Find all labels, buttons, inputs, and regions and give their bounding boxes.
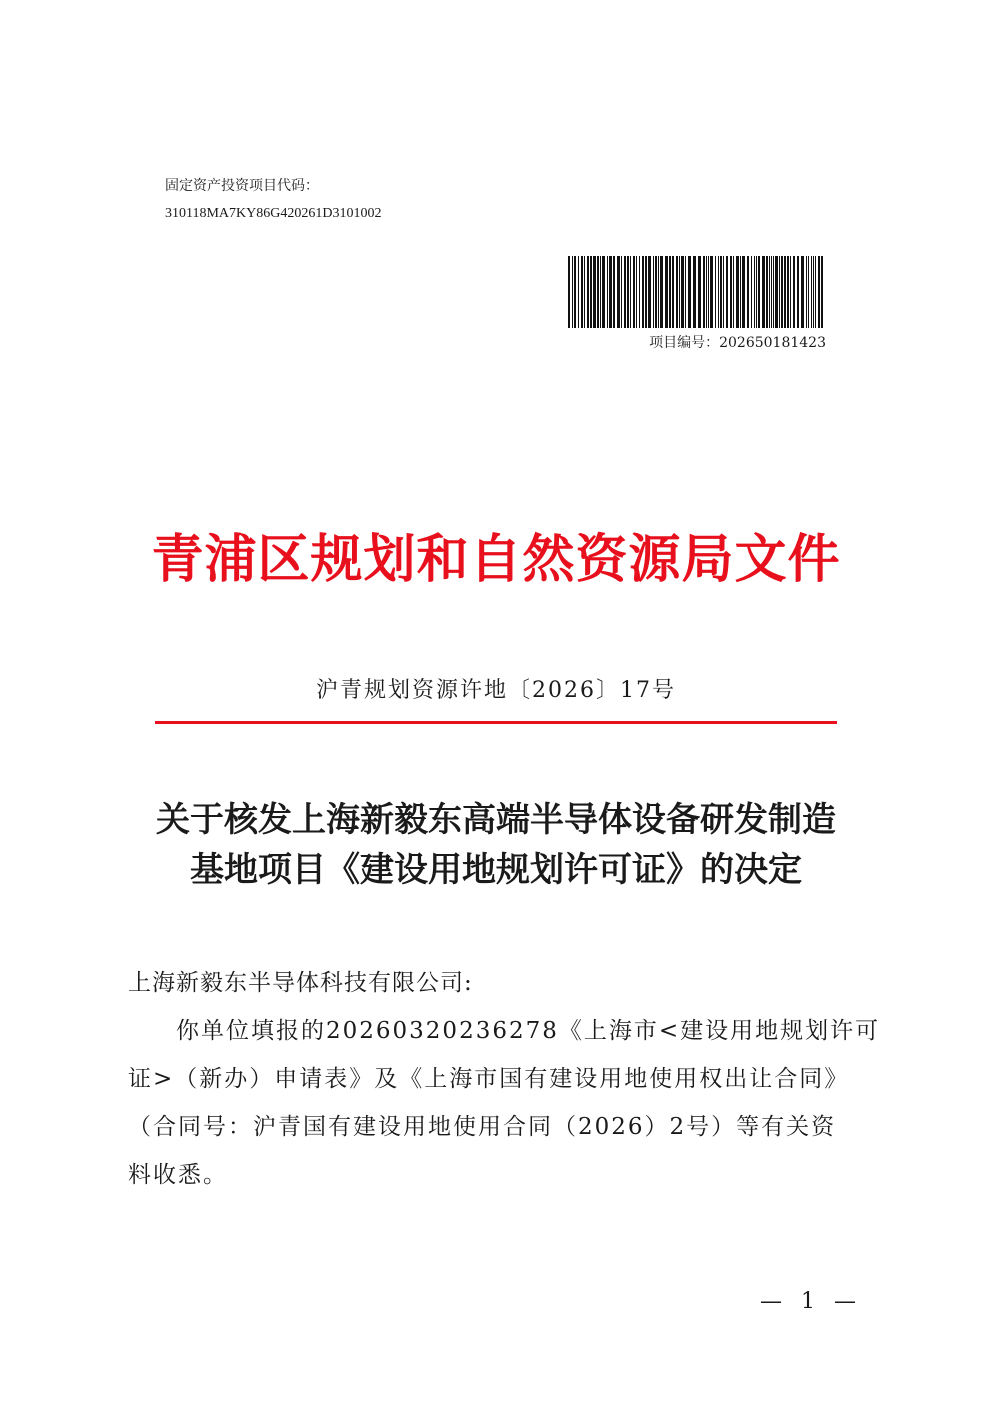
barcode-bar [708, 256, 709, 328]
barcode-bar [808, 256, 809, 328]
barcode-bar [621, 256, 622, 328]
barcode-bar [574, 256, 576, 328]
decision-title-line-1: 关于核发上海新毅东高端半导体设备研发制造 [156, 800, 836, 840]
barcode-bar [815, 256, 816, 328]
barcode-bar [602, 256, 605, 328]
barcode-image [568, 256, 826, 328]
barcode-bar [720, 256, 722, 328]
barcode-bar [756, 256, 757, 328]
barcode-bar [706, 256, 707, 328]
barcode-bar [703, 256, 705, 328]
barcode-bar [797, 256, 799, 328]
barcode-bar [758, 256, 760, 328]
barcode-bar [698, 256, 701, 328]
barcode-bar [681, 256, 684, 328]
recipient-salutation: 上海新毅东半导体科技有限公司: [128, 970, 473, 996]
investment-code-label: 固定资产投资项目代码： [165, 178, 319, 194]
body-line-3: （合同号：沪青国有建设用地使用合同（2026）2号）等有关资 [128, 1114, 837, 1140]
barcode-bar [653, 256, 654, 328]
barcode-bar [597, 256, 599, 328]
barcode-bar [769, 256, 770, 328]
barcode-bar [676, 256, 678, 328]
body-line-4: 料收悉。 [128, 1162, 228, 1188]
barcode-bar [669, 256, 671, 328]
barcode-bar [730, 256, 732, 328]
barcode-bar [740, 256, 741, 328]
barcode-bar [813, 256, 814, 328]
barcode-bar [593, 256, 596, 328]
barcode-bar [609, 256, 612, 328]
barcode-bar [660, 256, 663, 328]
barcode-bar [617, 256, 620, 328]
barcode-bar [733, 256, 734, 328]
barcode-bar [775, 256, 778, 328]
barcode-bar [766, 256, 768, 328]
barcode-bar [751, 256, 752, 328]
barcode-bar [747, 256, 749, 328]
barcode-bar [613, 256, 615, 328]
barcode-bar [726, 256, 728, 328]
barcode-bar [710, 256, 713, 328]
barcode-bar [679, 256, 680, 328]
barcode-bar [762, 256, 765, 328]
barcode-bar [718, 256, 719, 328]
barcode-bar [754, 256, 755, 328]
barcode-bar [665, 256, 668, 328]
barcode-bar [607, 256, 608, 328]
barcode-bar [818, 256, 820, 328]
barcode-bar [658, 256, 659, 328]
barcode-bar [821, 256, 823, 328]
barcode-bar [572, 256, 573, 328]
barcode-bar [693, 256, 696, 328]
project-number: 项目编号：202650181423 [649, 335, 826, 351]
barcode-bar [806, 256, 807, 328]
barcode-bar [639, 256, 640, 328]
issuing-authority-title: 青浦区规划和自然资源局文件 [151, 530, 841, 590]
body-line-1: 你单位填报的20260320236278《上海市<建设用地规划许可 [176, 1018, 881, 1044]
barcode-bar [742, 256, 745, 328]
barcode-bar [773, 256, 774, 328]
barcode-bar [587, 256, 589, 328]
barcode-bar [781, 256, 783, 328]
barcode-bar [672, 256, 674, 328]
barcode-bar [590, 256, 592, 328]
barcode-bar [624, 256, 626, 328]
barcode-bar [784, 256, 786, 328]
body-line-2: 证>（新办）申请表》及《上海市国有建设用地使用权出让合同》 [128, 1066, 850, 1092]
barcode-bar [642, 256, 644, 328]
barcode-bar [723, 256, 724, 328]
barcode-bar [688, 256, 691, 328]
barcode-bar [655, 256, 657, 328]
barcode-bar [578, 256, 579, 328]
barcode-bar [645, 256, 647, 328]
decision-title [0, 795, 992, 895]
investment-code-value: 310118MA7KY86G420261D3101002 [165, 206, 382, 221]
barcode-bar [787, 256, 789, 328]
document-number: 沪青规划资源许地〔2026〕17号 [316, 678, 676, 703]
barcode-bar [568, 256, 570, 328]
barcode-bar [771, 256, 772, 328]
barcode-bar [636, 256, 637, 328]
barcode-bar [779, 256, 780, 328]
barcode-bar [627, 256, 629, 328]
barcode-bar [790, 256, 791, 328]
barcode-bar [811, 256, 812, 328]
barcode-bar [793, 256, 795, 328]
barcode-bar [581, 256, 583, 328]
barcode-bar [633, 256, 635, 328]
barcode-bar [584, 256, 585, 328]
decision-title-line-2: 基地项目《建设用地规划许可证》的决定 [190, 850, 802, 890]
barcode-bar [630, 256, 631, 328]
page-number: — 1 — [760, 1289, 862, 1314]
barcode-bar [736, 256, 739, 328]
barcode-bar [648, 256, 651, 328]
red-divider [155, 721, 837, 724]
barcode-bar [715, 256, 716, 328]
barcode-bar [600, 256, 601, 328]
barcode-bar [801, 256, 804, 328]
barcode-bar [685, 256, 686, 328]
